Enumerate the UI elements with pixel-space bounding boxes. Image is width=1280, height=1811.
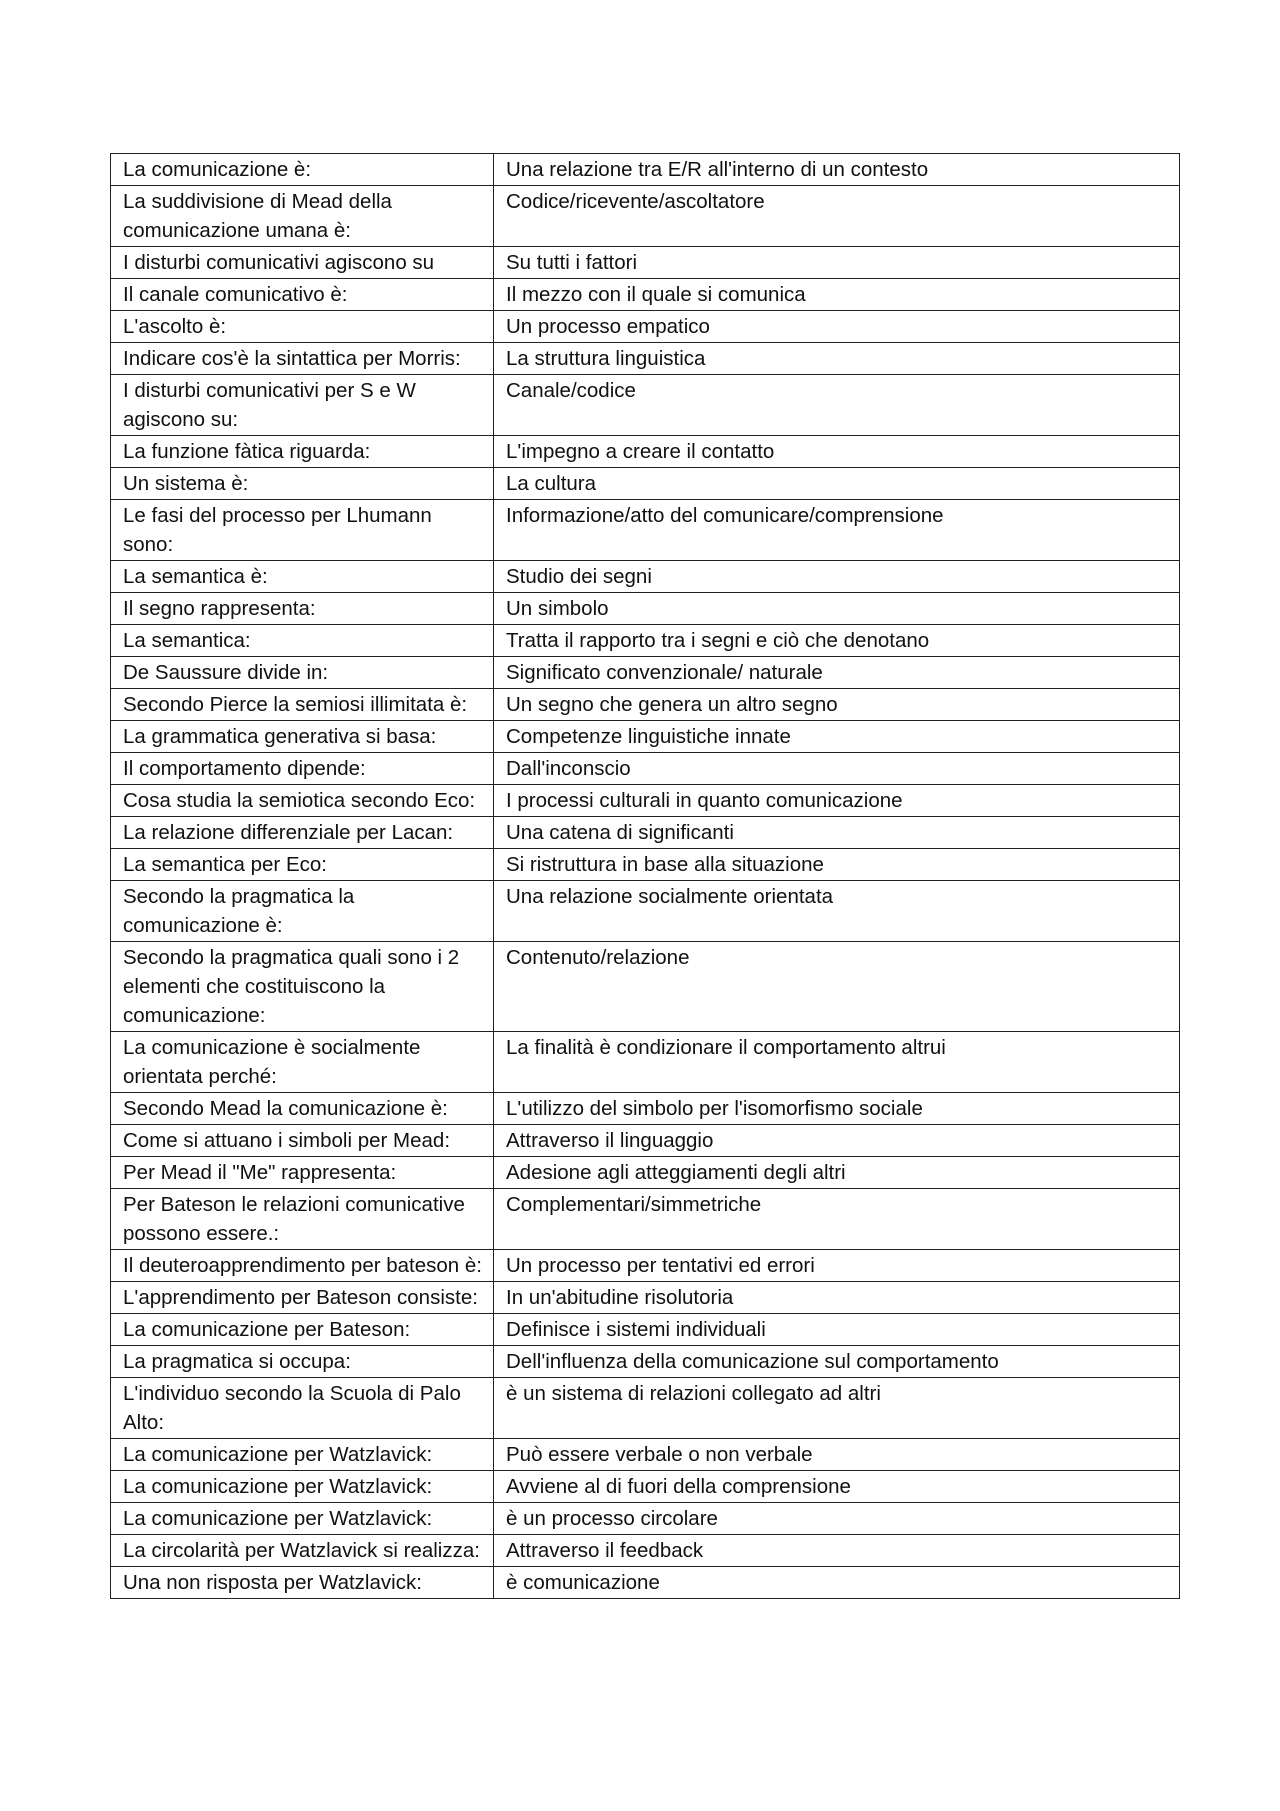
answer-cell: Un processo per tentativi ed errori [494,1250,1180,1282]
table-row [111,689,1180,721]
answer-cell: Definisce i sistemi individuali [494,1314,1180,1346]
question-cell: L'individuo secondo la Scuola di Palo Alto: [111,1378,494,1439]
question-cell: Il segno rappresenta: [111,593,494,625]
table-row [111,186,1180,247]
answer-cell: Complementari/simmetriche [494,1189,1180,1250]
table-row [111,247,1180,279]
answer-cell: Dall'inconscio [494,753,1180,785]
table-row [111,1535,1180,1567]
table-row [111,279,1180,311]
table-row [111,849,1180,881]
answer-cell: Contenuto/relazione [494,942,1180,1032]
table-row [111,1378,1180,1439]
answer-cell: Studio dei segni [494,561,1180,593]
answer-cell: Può essere verbale o non verbale [494,1439,1180,1471]
table-row [111,593,1180,625]
question-cell: Per Bateson le relazioni comunicative possono essere.: [111,1189,494,1250]
question-cell: Secondo Mead la comunicazione è: [111,1093,494,1125]
question-cell: Cosa studia la semiotica secondo Eco: [111,785,494,817]
question-cell: L'apprendimento per Bateson consiste: [111,1282,494,1314]
table-row [111,817,1180,849]
question-cell: La comunicazione per Watzlavick: [111,1471,494,1503]
answer-cell: Attraverso il linguaggio [494,1125,1180,1157]
question-cell: La semantica: [111,625,494,657]
table-row [111,1032,1180,1093]
question-cell: La comunicazione per Bateson: [111,1314,494,1346]
answer-cell: Avviene al di fuori della comprensione [494,1471,1180,1503]
answer-cell: Dell'influenza della comunicazione sul comportamento [494,1346,1180,1378]
answer-cell: La cultura [494,468,1180,500]
question-cell: La semantica è: [111,561,494,593]
answer-cell: Canale/codice [494,375,1180,436]
table-row [111,375,1180,436]
table-row [111,1189,1180,1250]
question-cell: De Saussure divide in: [111,657,494,689]
answer-cell: Significato convenzionale/ naturale [494,657,1180,689]
table-row [111,657,1180,689]
question-cell: Indicare cos'è la sintattica per Morris: [111,343,494,375]
question-cell: La relazione differenziale per Lacan: [111,817,494,849]
question-cell: La circolarità per Watzlavick si realizza: [111,1535,494,1567]
question-cell: Un sistema è: [111,468,494,500]
answer-cell: Codice/ricevente/ascoltatore [494,186,1180,247]
answer-cell: I processi culturali in quanto comunicazione [494,785,1180,817]
answer-cell: Competenze linguistiche innate [494,721,1180,753]
table-row [111,1314,1180,1346]
question-cell: La suddivisione di Mead della comunicazione umana è: [111,186,494,247]
table-row [111,154,1180,186]
table-row [111,1503,1180,1535]
answer-cell: Su tutti i fattori [494,247,1180,279]
answer-cell: Si ristruttura in base alla situazione [494,849,1180,881]
answer-cell: è un sistema di relazioni collegato ad altri [494,1378,1180,1439]
table-row [111,721,1180,753]
question-cell: Il canale comunicativo è: [111,279,494,311]
table-row [111,1157,1180,1189]
question-cell: La comunicazione per Watzlavick: [111,1439,494,1471]
question-cell: Per Mead il "Me" rappresenta: [111,1157,494,1189]
qa-table [110,153,1180,1599]
table-row [111,1471,1180,1503]
answer-cell: Il mezzo con il quale si comunica [494,279,1180,311]
question-cell: La comunicazione è: [111,154,494,186]
answer-cell: Un processo empatico [494,311,1180,343]
answer-cell: Una relazione socialmente orientata [494,881,1180,942]
question-cell: Una non risposta per Watzlavick: [111,1567,494,1599]
qa-table-body [111,154,1180,1599]
answer-cell: L'utilizzo del simbolo per l'isomorfismo sociale [494,1093,1180,1125]
table-row [111,561,1180,593]
question-cell: Secondo la pragmatica quali sono i 2 elementi che costituiscono la comunicazione: [111,942,494,1032]
table-row [111,1250,1180,1282]
table-row [111,343,1180,375]
answer-cell: è comunicazione [494,1567,1180,1599]
question-cell: Secondo Pierce la semiosi illimitata è: [111,689,494,721]
table-row [111,311,1180,343]
table-row [111,1093,1180,1125]
answer-cell: Adesione agli atteggiamenti degli altri [494,1157,1180,1189]
table-row [111,625,1180,657]
table-row [111,468,1180,500]
table-row [111,1439,1180,1471]
question-cell: Come si attuano i simboli per Mead: [111,1125,494,1157]
table-row [111,1567,1180,1599]
answer-cell: Un segno che genera un altro segno [494,689,1180,721]
answer-cell: Un simbolo [494,593,1180,625]
answer-cell: L'impegno a creare il contatto [494,436,1180,468]
table-row [111,753,1180,785]
table-row [111,1282,1180,1314]
question-cell: La semantica per Eco: [111,849,494,881]
answer-cell: Informazione/atto del comunicare/comprensione [494,500,1180,561]
question-cell: Le fasi del processo per Lhumann sono: [111,500,494,561]
question-cell: Il deuteroapprendimento per bateson è: [111,1250,494,1282]
answer-cell: Tratta il rapporto tra i segni e ciò che denotano [494,625,1180,657]
table-row [111,1346,1180,1378]
answer-cell: è un processo circolare [494,1503,1180,1535]
question-cell: La grammatica generativa si basa: [111,721,494,753]
question-cell: I disturbi comunicativi agiscono su [111,247,494,279]
question-cell: La funzione fàtica riguarda: [111,436,494,468]
question-cell: La comunicazione per Watzlavick: [111,1503,494,1535]
question-cell: La comunicazione è socialmente orientata perché: [111,1032,494,1093]
table-row [111,942,1180,1032]
table-row [111,436,1180,468]
table-row [111,881,1180,942]
question-cell: Secondo la pragmatica la comunicazione è: [111,881,494,942]
table-row [111,500,1180,561]
table-row [111,1125,1180,1157]
answer-cell: Attraverso il feedback [494,1535,1180,1567]
question-cell: Il comportamento dipende: [111,753,494,785]
question-cell: I disturbi comunicativi per S e W agiscono su: [111,375,494,436]
question-cell: L'ascolto è: [111,311,494,343]
question-cell: La pragmatica si occupa: [111,1346,494,1378]
answer-cell: La struttura linguistica [494,343,1180,375]
table-row [111,785,1180,817]
answer-cell: La finalità è condizionare il comportamento altrui [494,1032,1180,1093]
answer-cell: In un'abitudine risolutoria [494,1282,1180,1314]
answer-cell: Una relazione tra E/R all'interno di un contesto [494,154,1180,186]
answer-cell: Una catena di significanti [494,817,1180,849]
